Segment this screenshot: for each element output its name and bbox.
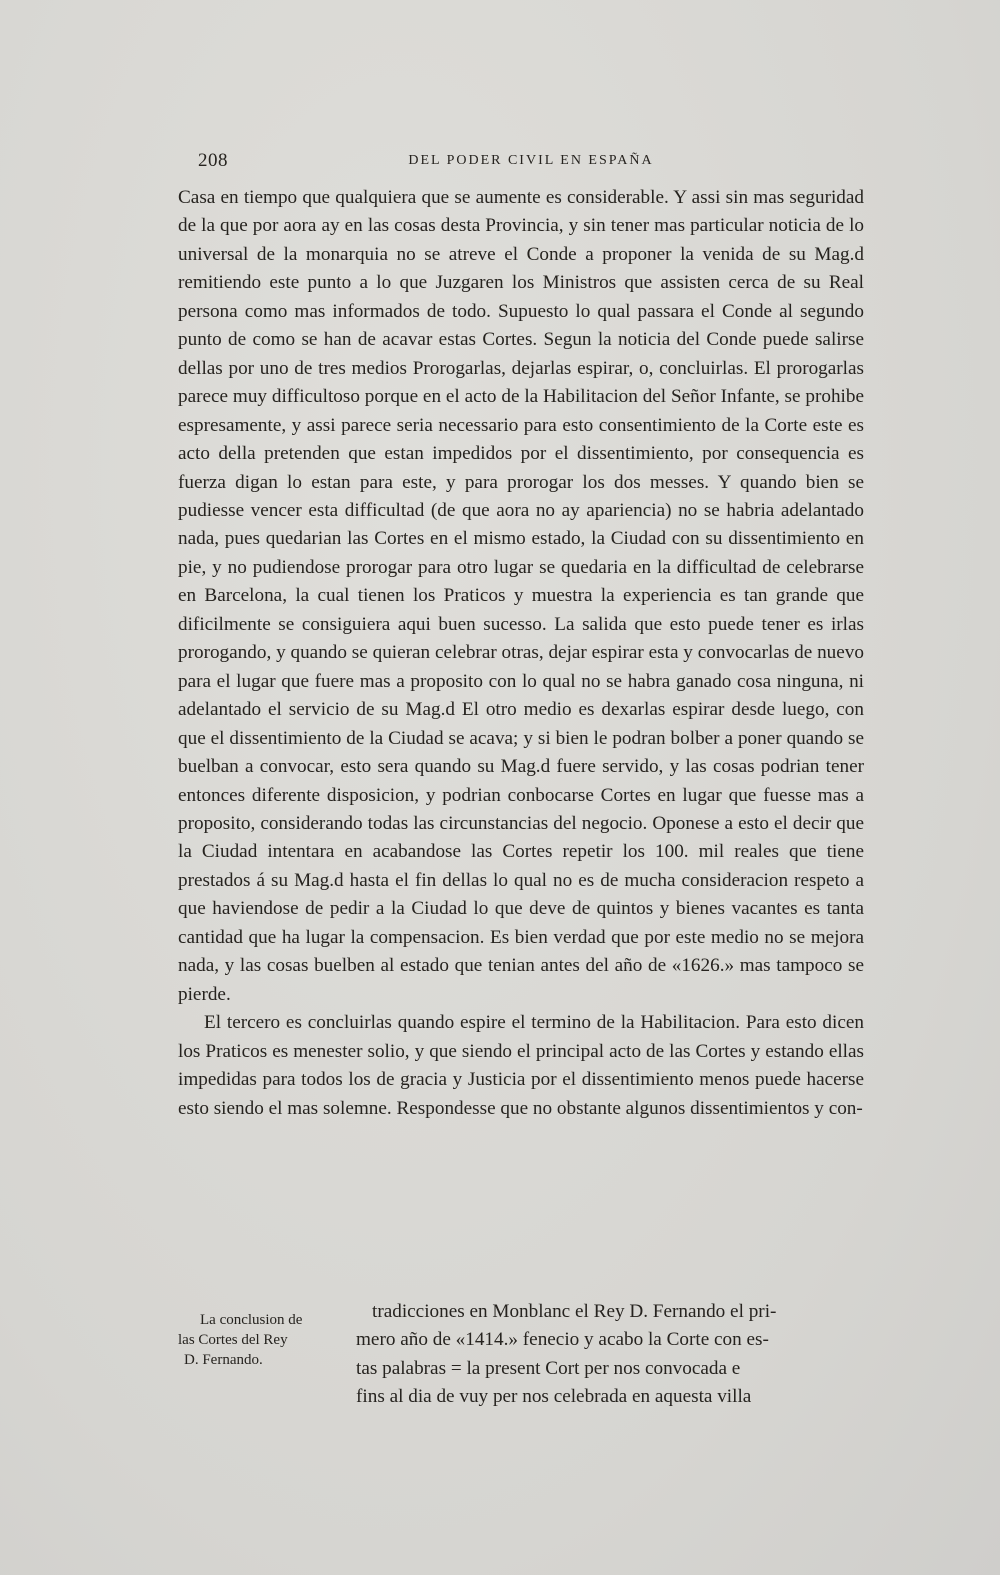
- paragraph-2: El tercero es concluirlas quando espire el termino de la Habilitacion. Para esto dicen los Praticos es menester solio, y que siendo el principal acto de las Cortes y estando ellas impedidas para todos los de gracia y Justicia por el dissentimiento menos puede hacerse esto siendo el mas solemne. Respondesse que no obstante algunos dissentimientos y con-: [178, 1012, 864, 1119]
- body-text: [178, 184, 864, 1123]
- paragraph-1: Casa en tiempo que qualquiera que se aumente es considerable. Y assi sin mas seguridad de la que por aora ay en las cosas desta Provincia, y sin tener mas particular noticia de lo universal de la monarquia no se atreve el Conde a proponer la venida de su Mag.d remitiendo este punto a lo que Juzgaren los Ministros que assisten cerca de su Real persona como mas informados de todo. Supuesto lo qual passara el Conde al segundo punto de como se han de acavar estas Cortes. Segun la noticia del Conde puede salirse dellas por uno de tres medios Prorogarlas, dejarlas espirar, o, concluirlas. El prorogarlas parece muy difficultoso porque en el acto de la Habilitacion del Señor Infante, se prohibe espresamente, y assi parece seria necessario para esto consentimiento de la Corte este es acto della pretenden que estan impedidos por el dissentimiento, por consequencia es fuerza digan lo estan para este, y para prorogar los dos messes. Y quando bien se pudiesse vencer esta difficultad (de que aora no ay apariencia) no se habria adelantado nada, pues quedarian las Cortes en el mismo estado, la Ciudad con su dissentimiento en pie, y no pudiendose prorogar para otro lugar se quedaria en la difficultad de celebrarse en Barcelona, la cual tienen los Praticos y muestra la experiencia es tan grande que dificilmente se consiguiera aqui buen sucesso. La salida que esto puede tener es irlas prorogando, y quando se quieran celebrar otras, dejar espirar esta y convocarlas de nuevo para el lugar que fuere mas a proposito con lo qual no se habra ganado cosa ninguna, ni adelantado el servicio de su Mag.d El otro medio es dexarlas espirar desde luego, con que el dissentimiento de la Ciudad se acava; y si bien le podran bolber a poner quando se buelban a convocar, esto sera quando su Mag.d fuere servido, y las cosas podrian tener entonces diferente disposicion, y podrian conbocarse Cortes en lugar que fuesse mas a proposito, considerando todas las circunstancias del negocio. Oponese a esto el decir que la Ciudad intentara en acabandose las Cortes repetir los 100. mil reales que tiene prestados á su Mag.d hasta el fin dellas lo qual no es de mucha consideracion respeto a que haviendose de pedir a la Ciudad lo que deve de quintos y bienes vacantes es tanta cantidad que ha lugar la compensacion. Es bien verdad que por este medio no se mejora nada, y las cosas buelben al estado que tenian antes del año de «1626.» mas tampoco se pierde.: [178, 187, 864, 1005]
- text-line: mero año de «1414.» fenecio y acabo la Corte con es-: [356, 1329, 769, 1351]
- side-note: [178, 1310, 348, 1370]
- running-head: DEL PODER CIVIL EN ESPAÑA: [408, 153, 654, 168]
- side-note-line: las Cortes del Rey: [178, 1332, 288, 1348]
- note-paragraph-continuation: [356, 1298, 864, 1412]
- page-header: [198, 150, 864, 180]
- text-line: tradicciones en Monblanc el Rey D. Fernando el pri-: [372, 1301, 777, 1322]
- side-note-line: D. Fernando.: [184, 1352, 263, 1368]
- text-line: fins al dia de vuy per nos celebrada en aquesta villa: [356, 1386, 752, 1408]
- side-note-line: La conclusion de: [200, 1312, 303, 1328]
- page-number: 208: [198, 150, 228, 171]
- text-line: tas palabras = la present Cort per nos convocada e: [356, 1357, 741, 1379]
